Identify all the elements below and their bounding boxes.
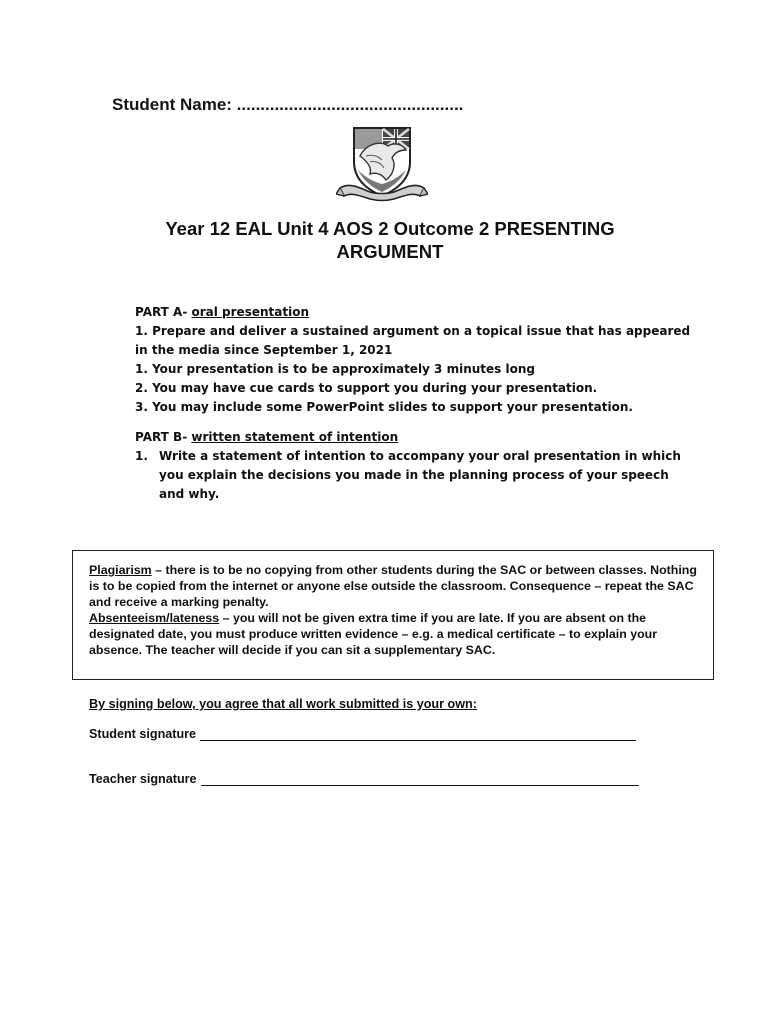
plagiarism-paragraph [89, 562, 697, 610]
part-a-section [135, 303, 695, 417]
policy-notice-box [72, 550, 714, 680]
part-b-section [135, 428, 695, 504]
part-a-heading [135, 303, 695, 322]
title-line-1: Year 12 EAL Unit 4 AOS 2 Outcome 2 PRESENTING [165, 218, 615, 239]
part-b-item-text: Write a statement of intention to accompany your oral presentation in which you explain the decisions you made in the planning process of your speech and why. [159, 449, 681, 501]
part-a-item: 1. Your presentation is to be approximately 3 minutes long [135, 362, 535, 376]
absence-text: – you will not be given extra time if you are late. If you are absent on the designated date, you must produce written evidence – e.g. a medical certificate – to explain your absence. The teacher will decide if you can sit a supplementary SAC. [89, 611, 658, 657]
student-signature-line[interactable] [200, 726, 636, 741]
part-b-prefix: PART B- [135, 430, 192, 444]
part-b-heading [135, 428, 695, 447]
teacher-signature-line[interactable] [201, 771, 639, 786]
part-b-item-number: 1. [135, 449, 148, 463]
part-a-prefix: PART A- [135, 305, 192, 319]
plagiarism-text: – there is to be no copying from other students during the SAC or between classes. Nothing is to be copied from the internet or anyone else outside the classroom. Consequence – repeat the SAC and receive a marking penalty. [89, 563, 697, 609]
document-title [100, 217, 680, 263]
title-line-2: ARGUMENT [336, 241, 444, 262]
part-b-heading-text: written statement of intention [191, 430, 399, 444]
part-b-item [135, 447, 695, 504]
teacher-signature-row [89, 771, 639, 791]
student-signature-label: Student signature [89, 727, 197, 741]
absence-paragraph [89, 610, 697, 658]
part-a-heading-text: oral presentation [191, 305, 309, 319]
school-crest-icon [336, 122, 428, 204]
part-a-item: 2. You may have cue cards to support you during your presentation. [135, 381, 598, 395]
student-name-field[interactable]: Student Name: ................................................ [112, 95, 464, 114]
student-signature-row [89, 726, 636, 746]
plagiarism-label: Plagiarism [89, 563, 152, 577]
absence-label: Absenteeism/lateness [89, 611, 220, 625]
signature-agreement: By signing below, you agree that all work submitted is your own: [89, 697, 477, 711]
teacher-signature-label: Teacher signature [89, 772, 197, 786]
part-a-intro: 1. Prepare and deliver a sustained argument on a topical issue that has appeared in the media since September 1, 2021 [135, 324, 691, 357]
part-a-item: 3. You may include some PowerPoint slides to support your presentation. [135, 400, 633, 414]
